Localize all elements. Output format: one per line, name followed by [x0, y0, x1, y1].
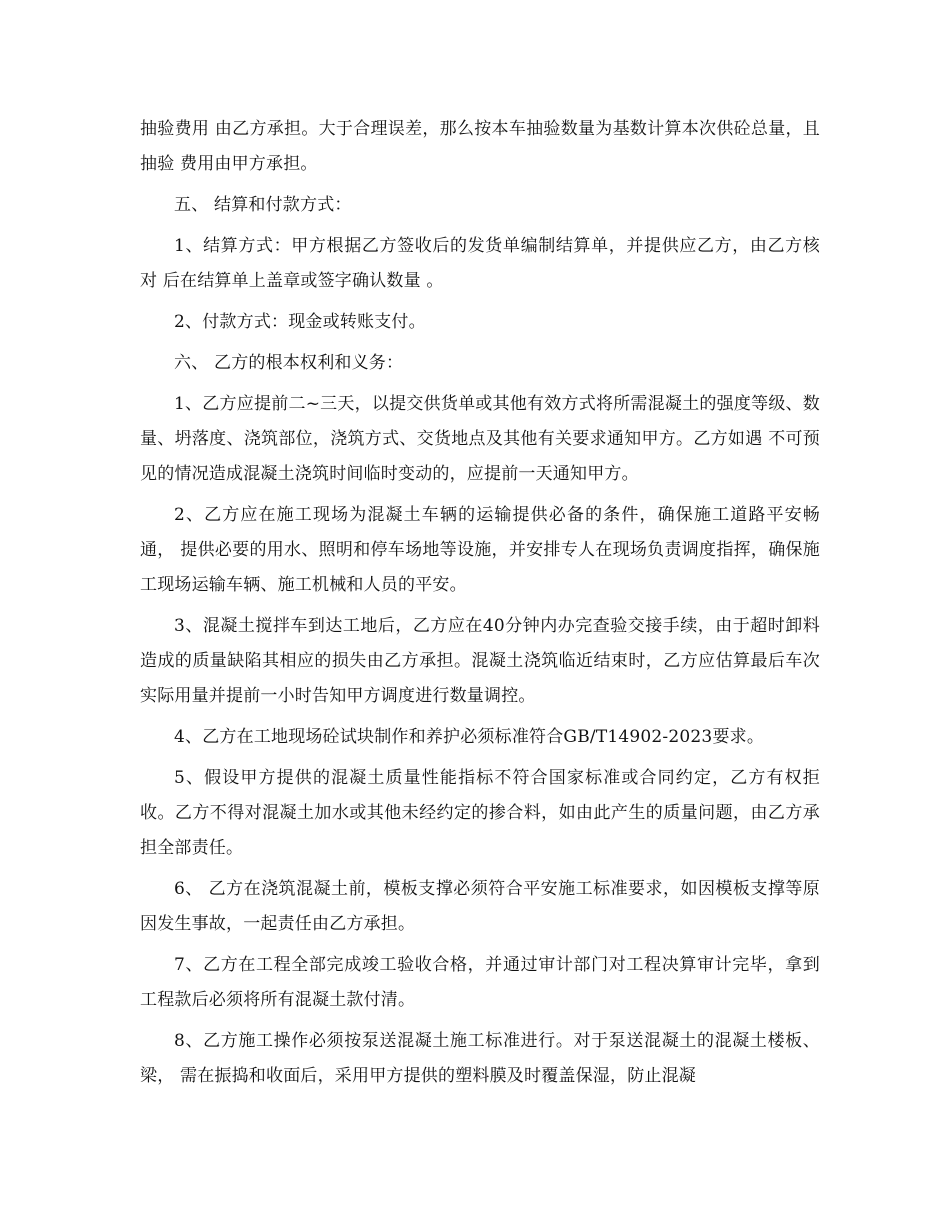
section-heading-settlement: 五、 结算和付款方式：: [174, 195, 352, 215]
paragraph-settlement-method: 1、结算方式：甲方根据乙方签收后的发货单编制结算单，并提供应乙方，由乙方核对 后在结算单上盖章或签字确认数量 。: [140, 236, 820, 291]
section-heading-party-b-rights: 六、 乙方的根本权利和义务：: [174, 353, 404, 373]
paragraph-item-5: 5、假设甲方提供的混凝土质量性能指标不符合国家标准或合同约定，乙方有权拒收。乙方不得对混凝土加水或其他未经约定的掺合料，如由此产生的质量问题，由乙方承担全部责任。: [140, 768, 820, 858]
paragraph-continuation: 抽验费用 由乙方承担。大于合理误差，那么按本车抽验数量为基数计算本次供砼总量，且抽验 费用由甲方承担。: [140, 119, 820, 174]
paragraph-item-1: 1、乙方应提前二~三天，以提交供货单或其他有效方式将所需混凝土的强度等级、数 量、坍落度、浇筑部位，浇筑方式、交货地点及其他有关要求通知甲方。乙方如遇 不可预见的情况造成混凝土浇筑时间临时变动的，应提前一天通知甲方。: [140, 394, 820, 484]
paragraph-item-4: 4、乙方在工地现场砼试块制作和养护必须标准符合GB/T14902-2023要求。: [174, 727, 765, 747]
paragraph-item-6: 6、 乙方在浇筑混凝土前，模板支撑必须符合平安施工标准要求，如因模板支撑等原因发生事故，一起责任由乙方承担。: [140, 879, 820, 934]
paragraph-item-8: 8、乙方施工操作必须按泵送混凝土施工标准进行。对于泵送混凝土的混凝土楼板、梁， 需在振捣和收面后，采用甲方提供的塑料膜及时覆盖保湿，防止混凝: [140, 1031, 820, 1086]
paragraph-item-2: 2、乙方应在施工现场为混凝土车辆的运输提供必备的条件，确保施工道路平安畅通， 提供必要的用水、照明和停车场地等设施，并安排专人在现场负责调度指挥，确保施工现场运输车辆、施工机械和人员的平安。: [140, 505, 820, 595]
paragraph-item-3: 3、混凝土搅拌车到达工地后，乙方应在40分钟内办完查验交接手续，由于超时卸料造成的质量缺陷其相应的损失由乙方承担。混凝土浇筑临近结束时，乙方应估算最后车次实际用量并提前一小时告知甲方调度进行数量调控。: [140, 616, 820, 706]
paragraph-item-7: 7、乙方在工程全部完成竣工验收合格，并通过审计部门对工程决算审计完毕，拿到工程款后必须将所有混凝土款付清。: [140, 955, 820, 1010]
document-body: [140, 112, 820, 1100]
paragraph-payment-method: 2、付款方式：现金或转账支付。: [174, 312, 426, 332]
